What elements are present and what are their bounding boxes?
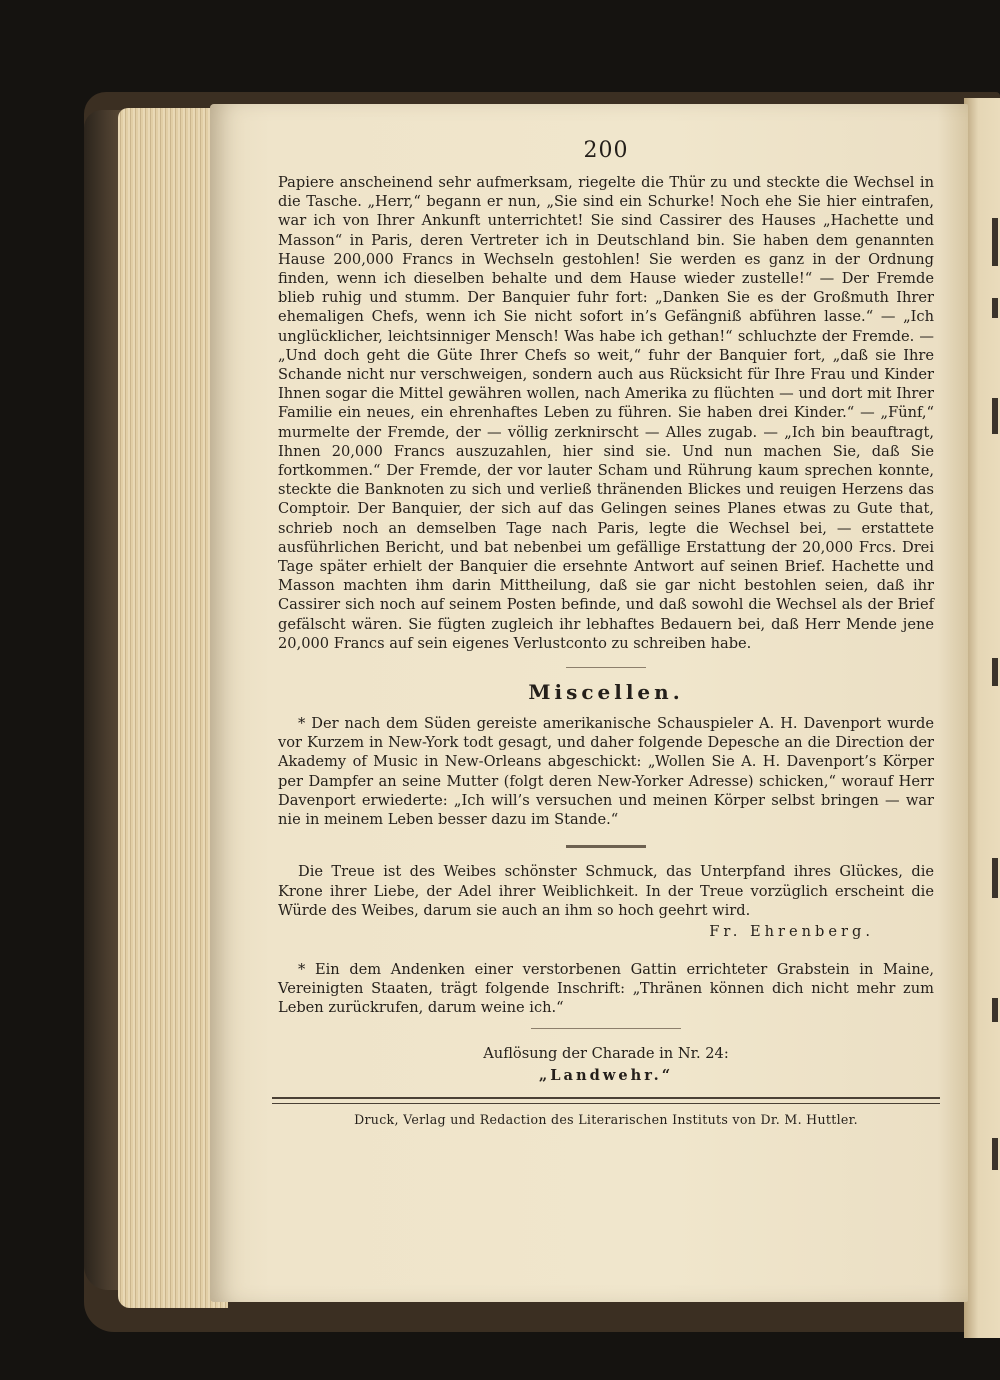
miscellany-item-grabstein: * Ein dem Andenken einer verstorbenen Gattin errichteter Grabstein in Maine, Vereinigten Staaten, trägt folgende Inschrift: „Thränen können dich nicht mehr zum Leben zurückrufen, darum weine ich.“ bbox=[278, 960, 934, 1017]
miscellany-item-davenport: * Der nach dem Süden gereiste amerikanische Schauspieler A. H. Davenport wurde vor Kurzem in New-York todt gesagt, und daher folgende Depesche an die Direction der Akademy of Music in New-Orleans abgeschickt: „Wollen Sie A. H. Davenport’s Körper per Dampfer an seine Mutter (folgt deren New-Yorker Adresse) schicken,“ worauf Herr Davenport erwiederte: „Ich will’s versuchen und meinen Körper selbst bringen — war nie in meinem Leben besser dazu im Stande.“ bbox=[278, 715, 934, 829]
item-divider bbox=[531, 1028, 681, 1029]
charade-solution-answer: „Landwehr.“ bbox=[538, 1066, 674, 1084]
item-divider bbox=[566, 845, 646, 848]
page-number: 200 bbox=[583, 138, 629, 163]
main-story-paragraph: Papiere anscheinend sehr aufmerksam, riegelte die Thür zu und steckte die Wechsel in die Tasche. „Herr,“ begann er nun, „Sie sind ein Schurke! Noch ehe Sie hier eintrafen, war ich von Ihrer Ankunft unterrichtet! Sie sind Cassirer des Hauses „Hachette und Masson“ in Paris, deren Vertreter ich in Deutschland bin. Sie haben dem genannten Hause 200,000 Francs in Wechseln gestohlen! Sie werden es ganz in der Ordnung finden, wenn ich dieselben behalte und dem Hause wieder zustelle!“ — Der Fremde blieb ruhig und stumm. Der Banquier fuhr fort: „Danken Sie es der Großmuth Ihrer ehemaligen Chefs, wenn ich Sie nicht sofort in’s Gefängniß abführen lasse.“ — „Ich unglücklicher, leichtsinniger Mensch! Was habe ich gethan!“ schluchzte der Fremde. — „Und doch geht die Güte Ihrer Chefs so weit,“ fuhr der Banquier fort, „daß sie Ihre Schande nicht nur verschweigen, sondern auch aus Rücksicht für Ihre Frau und Kinder Ihnen sogar die Mittel gewähren wollen, nach Amerika zu flüchten — und dort mit Ihrer Familie ein neues, ein ehrenhaftes Leben zu führen. Sie haben drei Kinder.“ — „Fünf,“ murmelte der Fremde, der — völlig zerknirscht — Alles zugab. — „Ich bin beauftragt, Ihnen 20,000 Francs auszuzahlen, hier sind sie. Und nun machen Sie, daß Sie fortkommen.“ Der Fremde, der vor lauter Scham und Rührung kaum sprechen konnte, steckte die Banknoten zu sich und verließ thränenden Blickes und reuigen Herzens das Comptoir. Der Banquier, der sich auf das Gelingen seines Planes etwas zu Gute that, schrieb noch an demselben Tage nach Paris, legte die Wechsel bei, — erstattete ausführlichen Bericht, und bat nebenbei um gefällige Erstattung der 20,000 Frcs. Drei Tage später erhielt der Banquier die ersehnte Antwort auf seinen Brief. Hachette und Masson machten ihm darin Mittheilung, daß sie gar nicht bestohlen seien, daß ihr Cassirer sich noch auf seinem Posten befinde, und daß sowohl die Wechsel als der Brief gefälscht wären. Sie fügten zugleich ihr lebhaftes Bedauern bei, daß Herr Mende jene 20,000 Francs auf sein eigenes Verlustconto zu schreiben habe. bbox=[278, 174, 934, 652]
footer-rule bbox=[272, 1097, 940, 1104]
page-content bbox=[278, 138, 934, 1127]
charade-solution-label: Auflösung der Charade in Nr. 24: bbox=[483, 1044, 729, 1062]
quote-author: Fr. Ehrenberg. bbox=[709, 922, 874, 940]
printer-imprint: Druck, Verlag und Redaction des Literarischen Instituts von Dr. M. Huttler. bbox=[354, 1111, 858, 1127]
section-heading: Miscellen. bbox=[528, 680, 684, 705]
miscellany-item-treue: Die Treue ist des Weibes schönster Schmuck, das Unterpfand ihres Glückes, die Krone ihrer Liebe, der Adel ihrer Weiblichkeit. In der Treue vorzüglich erscheint die Würde des Weibes, darum sie auch an ihm so hoch geehrt wird. bbox=[278, 863, 934, 919]
facing-page-edge bbox=[964, 98, 1000, 1338]
section-divider bbox=[566, 667, 646, 668]
